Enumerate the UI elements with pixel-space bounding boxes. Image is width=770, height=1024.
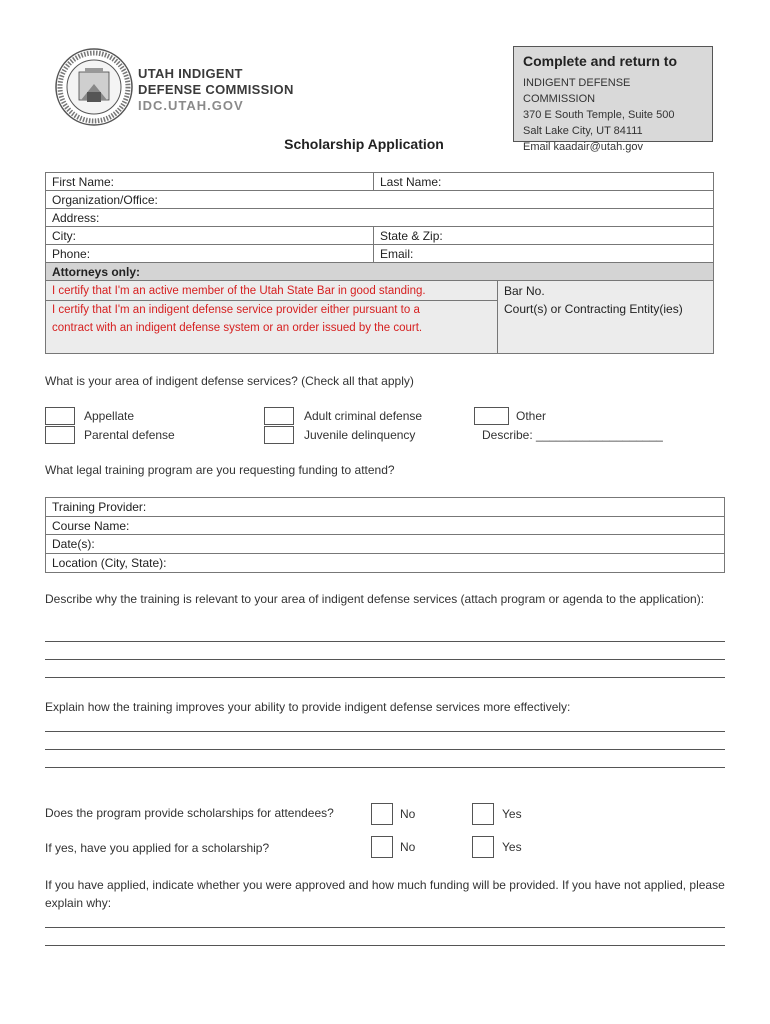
state-zip-field[interactable]: State & Zip: (380, 229, 443, 243)
adult-criminal-label: Adult criminal defense (304, 409, 423, 423)
scholarship-question: Does the program provide scholarships for attendees? (45, 806, 334, 820)
attorneys-only-heading: Attorneys only: (52, 265, 141, 279)
appellate-label: Appellate (84, 409, 135, 423)
relevance-question: Describe why the training is relevant to your area of indigent defense services (attach program or agenda to the application): (45, 592, 705, 606)
applied-no-checkbox[interactable] (371, 836, 393, 858)
applied-no-label: No (400, 840, 416, 854)
scholarship-no-checkbox[interactable] (371, 803, 393, 825)
phone-field[interactable]: Phone: (46, 245, 374, 262)
org-url: IDC.UTAH.GOV (138, 98, 244, 113)
return-address-box (513, 46, 713, 153)
answer-line[interactable] (45, 767, 725, 768)
return-box-line: Salt Lake City, UT 84111 (523, 125, 643, 137)
courts-field[interactable]: Court(s) or Contracting Entity(ies) (504, 302, 683, 316)
appellate-checkbox[interactable] (45, 407, 75, 425)
certify-provider-statement-cont: contract with an indigent defense system or an order issued by the court. (52, 322, 423, 334)
email-field[interactable]: Email: (380, 247, 414, 261)
address-field[interactable]: Address: (52, 211, 100, 225)
describe-field[interactable]: Describe: ___________________ (482, 428, 663, 442)
scholarship-yes-checkbox[interactable] (472, 803, 494, 825)
answer-line[interactable] (45, 677, 725, 678)
location-field[interactable]: Location (City, State): (52, 555, 167, 570)
return-box-line: 370 E South Temple, Suite 500 (523, 109, 675, 121)
city-field[interactable]: City: (46, 227, 374, 244)
training-provider-field[interactable]: Training Provider: (52, 500, 147, 514)
juvenile-checkbox[interactable] (264, 426, 294, 444)
answer-line[interactable] (45, 749, 725, 750)
juvenile-label: Juvenile delinquency (304, 428, 416, 442)
adult-criminal-checkbox[interactable] (264, 407, 294, 425)
improve-question: Explain how the training improves your ability to provide indigent defense services more effectively: (45, 700, 571, 714)
other-checkbox[interactable] (474, 407, 509, 425)
applied-question: If yes, have you applied for a scholarship? (45, 841, 270, 855)
bar-number-field[interactable]: Bar No. (504, 284, 545, 298)
answer-line[interactable] (45, 641, 725, 642)
applied-yes-label: Yes (502, 840, 522, 854)
first-name-field[interactable]: First Name: (46, 173, 374, 190)
return-box-line: INDIGENT DEFENSE COMMISSION (523, 77, 631, 105)
organization-field[interactable]: Organization/Office: (52, 193, 158, 207)
form-title: Scholarship Application (284, 136, 444, 152)
certify-provider-statement: I certify that I'm an indigent defense service provider either pursuant to a (52, 304, 420, 316)
parental-label: Parental defense (84, 428, 175, 442)
return-box-title: Complete and return to (523, 53, 678, 69)
return-box-line: Email kaadair@utah.gov (523, 141, 644, 153)
training-info-table (45, 497, 725, 573)
parental-checkbox[interactable] (45, 426, 75, 444)
answer-line[interactable] (45, 659, 725, 660)
scholarship-yes-label: Yes (502, 807, 522, 821)
course-name-field[interactable]: Course Name: (52, 518, 130, 533)
applicant-info-table (45, 172, 714, 354)
applied-yes-checkbox[interactable] (472, 836, 494, 858)
certify-bar-statement: I certify that I'm an active member of the Utah State Bar in good standing. (46, 282, 497, 301)
answer-line[interactable] (45, 731, 725, 732)
answer-line[interactable] (45, 927, 725, 928)
training-question: What legal training program are you requesting funding to attend? (45, 463, 395, 477)
dates-field[interactable]: Date(s): (52, 537, 95, 551)
seal-logo (55, 48, 133, 126)
scholarship-no-label: No (400, 807, 416, 821)
area-question: What is your area of indigent defense services? (Check all that apply) (45, 374, 414, 388)
last-name-field[interactable]: Last Name: (380, 175, 442, 189)
org-name: UTAH INDIGENT DEFENSE COMMISSION (138, 66, 294, 97)
other-label: Other (516, 409, 547, 423)
applied-explain-question: If you have applied, indicate whether you were approved and how much funding will be provided. If you have not applied, please explain why: (45, 878, 725, 910)
answer-line[interactable] (45, 945, 725, 946)
